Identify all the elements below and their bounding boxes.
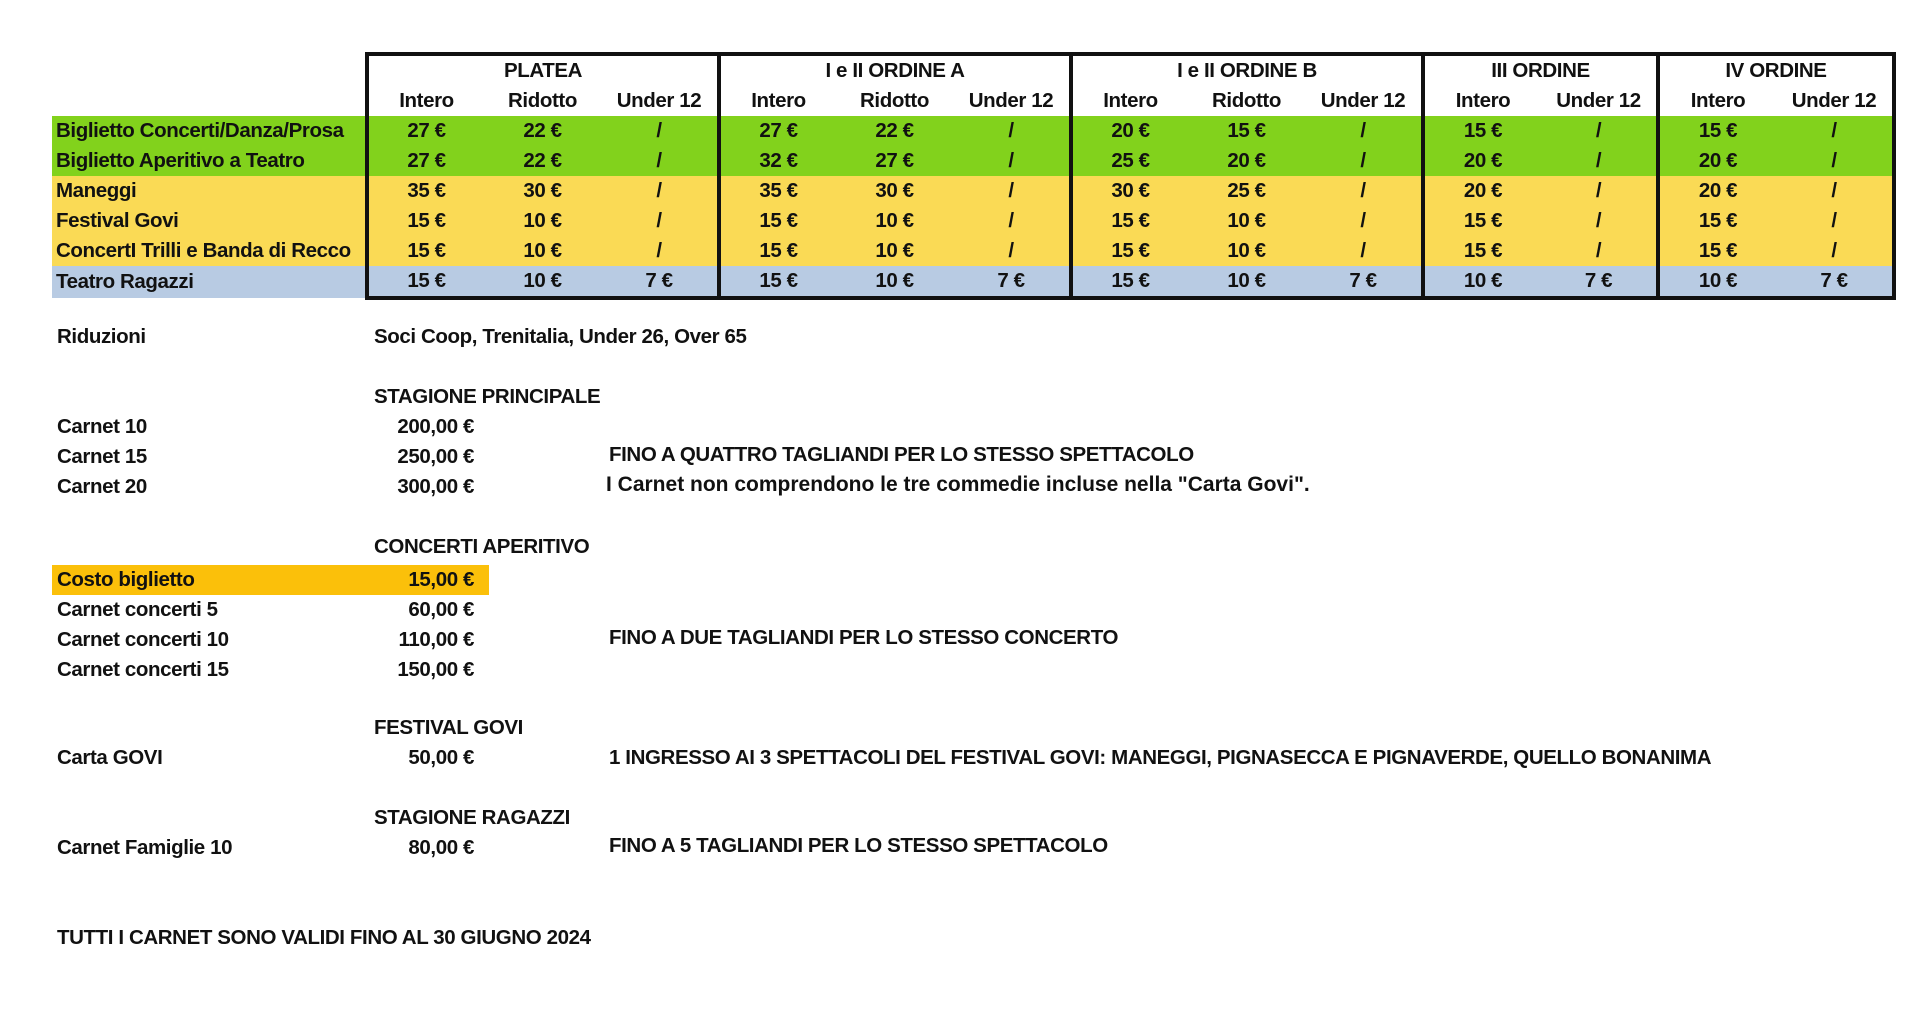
row-label: Biglietto Aperitivo a Teatro	[52, 146, 367, 176]
col-header: Ridotto	[836, 86, 953, 116]
row-label: Festival Govi	[52, 206, 367, 236]
price-cell: 7 €	[1541, 266, 1658, 298]
price-cell: 25 €	[1071, 146, 1188, 176]
riduzioni-value: Soci Coop, Trenitalia, Under 26, Over 65	[374, 325, 747, 348]
col-header: Ridotto	[484, 86, 601, 116]
price-cell: /	[1541, 116, 1658, 146]
price-cell: 15 €	[1071, 236, 1188, 266]
price-cell: /	[1776, 206, 1894, 236]
concerti-aperitivo-heading: CONCERTI APERITIVO	[374, 535, 590, 558]
price-cell: /	[1776, 146, 1894, 176]
price-cell: /	[601, 146, 719, 176]
price-cell: /	[1305, 146, 1423, 176]
costo-biglietto-price: 15,00 €	[408, 568, 474, 591]
price-cell: 20 €	[1071, 116, 1188, 146]
col-header: Under 12	[953, 86, 1071, 116]
carnet-concerti-5-label: Carnet concerti 5	[57, 598, 218, 621]
price-row	[52, 146, 1894, 176]
price-cell: 22 €	[484, 116, 601, 146]
price-table	[52, 52, 1896, 300]
group-header-row	[52, 54, 1894, 86]
group-iii-ordine: III ORDINE	[1423, 54, 1658, 86]
price-cell: 10 €	[484, 236, 601, 266]
price-cell: 27 €	[367, 146, 484, 176]
festival-govi-heading: FESTIVAL GOVI	[374, 716, 523, 739]
price-cell: /	[601, 176, 719, 206]
carnet-concerti-5-price: 60,00 €	[408, 598, 474, 621]
carnet-concerti-15-price: 150,00 €	[397, 658, 474, 681]
carnet-famiglie-price: 80,00 €	[408, 836, 474, 859]
price-cell: /	[1541, 146, 1658, 176]
price-cell: 10 €	[836, 206, 953, 236]
stagione-principale-heading: STAGIONE PRINCIPALE	[374, 385, 601, 408]
price-cell: 27 €	[367, 116, 484, 146]
row-label: ConcertI Trilli e Banda di Recco	[52, 236, 367, 266]
price-cell: 27 €	[836, 146, 953, 176]
price-cell: 20 €	[1658, 146, 1776, 176]
stagione-principale-note: FINO A QUATTRO TAGLIANDI PER LO STESSO SPETTACOLO	[609, 443, 1194, 466]
price-table-body	[52, 116, 1894, 298]
price-cell: 15 €	[1658, 236, 1776, 266]
price-cell: 20 €	[1423, 176, 1541, 206]
price-cell: 27 €	[719, 116, 836, 146]
price-cell: /	[1305, 236, 1423, 266]
price-cell: 7 €	[1776, 266, 1894, 298]
corner-cell	[52, 86, 367, 116]
price-cell: 15 €	[719, 266, 836, 298]
corner-cell	[52, 54, 367, 86]
carnet-15-label: Carnet 15	[57, 445, 147, 468]
price-cell: 10 €	[1658, 266, 1776, 298]
price-cell: /	[953, 206, 1071, 236]
price-cell: 15 €	[367, 206, 484, 236]
riduzioni-label: Riduzioni	[57, 325, 146, 348]
price-cell: 30 €	[1071, 176, 1188, 206]
col-header: Intero	[367, 86, 484, 116]
price-cell: /	[1776, 176, 1894, 206]
price-cell: 15 €	[719, 206, 836, 236]
price-row	[52, 116, 1894, 146]
price-cell: /	[953, 236, 1071, 266]
price-cell: 7 €	[1305, 266, 1423, 298]
price-cell: /	[1305, 116, 1423, 146]
price-cell: 15 €	[719, 236, 836, 266]
price-cell: 10 €	[484, 206, 601, 236]
price-cell: 15 €	[1423, 116, 1541, 146]
price-cell: /	[953, 176, 1071, 206]
price-cell: 15 €	[1423, 206, 1541, 236]
row-label: Teatro Ragazzi	[52, 266, 367, 298]
price-cell: 15 €	[367, 236, 484, 266]
col-header: Under 12	[1776, 86, 1894, 116]
carnet-20-price: 300,00 €	[397, 475, 474, 498]
price-row	[52, 176, 1894, 206]
price-cell: 22 €	[484, 146, 601, 176]
carnet-concerti-10-label: Carnet concerti 10	[57, 628, 229, 651]
price-cell: 10 €	[484, 266, 601, 298]
price-cell: 20 €	[1188, 146, 1305, 176]
carnet-15-price: 250,00 €	[397, 445, 474, 468]
price-cell: 15 €	[1658, 206, 1776, 236]
col-header: Intero	[1423, 86, 1541, 116]
price-cell: 30 €	[836, 176, 953, 206]
group-iv-ordine: IV ORDINE	[1658, 54, 1894, 86]
price-cell: 32 €	[719, 146, 836, 176]
carnet-10-price: 200,00 €	[397, 415, 474, 438]
price-cell: /	[1541, 206, 1658, 236]
col-header: Under 12	[1541, 86, 1658, 116]
price-cell: 15 €	[1071, 266, 1188, 298]
column-header-row	[52, 86, 1894, 116]
price-cell: 7 €	[601, 266, 719, 298]
col-header: Under 12	[601, 86, 719, 116]
carnet-20-label: Carnet 20	[57, 475, 147, 498]
price-cell: /	[601, 116, 719, 146]
col-header: Ridotto	[1188, 86, 1305, 116]
costo-biglietto-label: Costo biglietto	[57, 568, 195, 591]
price-cell: 15 €	[1071, 206, 1188, 236]
group-platea: PLATEA	[367, 54, 719, 86]
concerti-aperitivo-note: FINO A DUE TAGLIANDI PER LO STESSO CONCERTO	[609, 626, 1118, 649]
carnet-10-label: Carnet 10	[57, 415, 147, 438]
price-cell: /	[1305, 176, 1423, 206]
price-cell: 10 €	[1423, 266, 1541, 298]
price-cell: 35 €	[719, 176, 836, 206]
price-cell: /	[1776, 116, 1894, 146]
price-cell: 10 €	[1188, 236, 1305, 266]
price-cell: 10 €	[836, 236, 953, 266]
stagione-ragazzi-note: FINO A 5 TAGLIANDI PER LO STESSO SPETTACOLO	[609, 834, 1108, 857]
price-cell: /	[953, 146, 1071, 176]
carnet-concerti-15-label: Carnet concerti 15	[57, 658, 229, 681]
group-ordine-a: I e II ORDINE A	[719, 54, 1071, 86]
price-cell: /	[1776, 236, 1894, 266]
price-cell: 35 €	[367, 176, 484, 206]
col-header: Intero	[719, 86, 836, 116]
price-cell: 15 €	[1188, 116, 1305, 146]
group-ordine-b: I e II ORDINE B	[1071, 54, 1423, 86]
price-cell: 20 €	[1423, 146, 1541, 176]
row-label: Biglietto Concerti/Danza/Prosa	[52, 116, 367, 146]
price-cell: /	[953, 116, 1071, 146]
validity-footer: TUTTI I CARNET SONO VALIDI FINO AL 30 GIUGNO 2024	[57, 926, 591, 949]
price-row	[52, 206, 1894, 236]
carta-govi-price: 50,00 €	[408, 746, 474, 769]
price-cell: 15 €	[367, 266, 484, 298]
price-cell: 22 €	[836, 116, 953, 146]
price-cell: /	[601, 236, 719, 266]
price-cell: /	[601, 206, 719, 236]
price-cell: /	[1541, 176, 1658, 206]
price-row	[52, 266, 1894, 298]
carnet-concerti-10-price: 110,00 €	[398, 628, 474, 651]
stagione-ragazzi-heading: STAGIONE RAGAZZI	[374, 806, 570, 829]
price-row	[52, 236, 1894, 266]
row-label: Maneggi	[52, 176, 367, 206]
price-cell: 10 €	[836, 266, 953, 298]
festival-govi-note: 1 INGRESSO AI 3 SPETTACOLI DEL FESTIVAL GOVI: MANEGGI, PIGNASECCA E PIGNAVERDE, QUELLO BONANIMA	[609, 746, 1712, 769]
col-header: Under 12	[1305, 86, 1423, 116]
price-cell: 10 €	[1188, 266, 1305, 298]
price-cell: 15 €	[1423, 236, 1541, 266]
price-cell: 7 €	[953, 266, 1071, 298]
col-header: Intero	[1658, 86, 1776, 116]
col-header: Intero	[1071, 86, 1188, 116]
price-cell: 30 €	[484, 176, 601, 206]
carnet-exclusion-note: I Carnet non comprendono le tre commedie incluse nella "Carta Govi".	[606, 473, 1310, 496]
price-cell: 20 €	[1658, 176, 1776, 206]
price-cell: /	[1305, 206, 1423, 236]
price-cell: /	[1541, 236, 1658, 266]
carnet-famiglie-label: Carnet Famiglie 10	[57, 836, 233, 859]
carta-govi-label: Carta GOVI	[57, 746, 163, 769]
price-cell: 25 €	[1188, 176, 1305, 206]
price-cell: 15 €	[1658, 116, 1776, 146]
price-cell: 10 €	[1188, 206, 1305, 236]
